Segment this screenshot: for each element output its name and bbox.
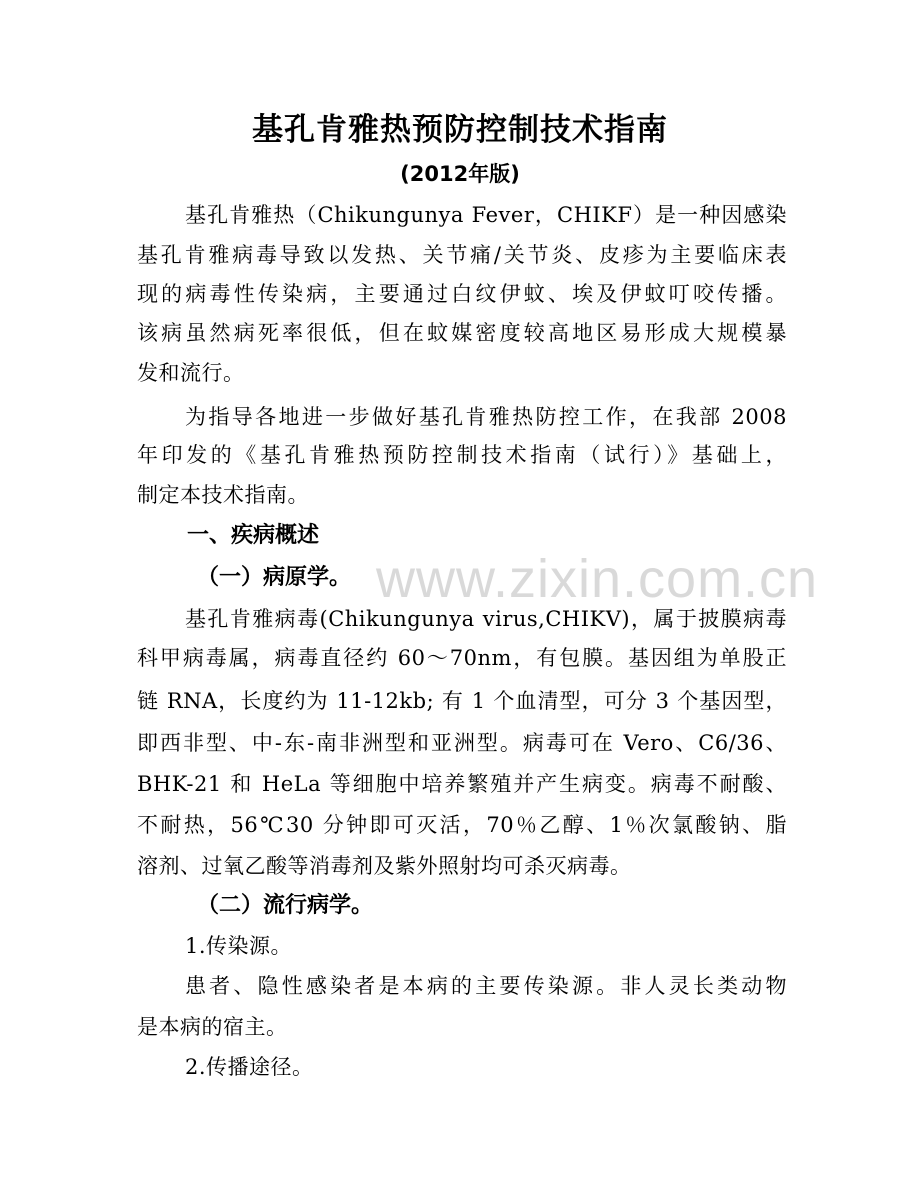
infection-source-line: 是本病的宿主。: [137, 1015, 288, 1039]
document-subtitle: (2012年版): [400, 162, 520, 186]
subsection-heading: （一）病原学。: [197, 565, 352, 590]
intro-line: 基孔肯雅热（Chikungunya Fever，CHIKF）是一种因感染: [185, 203, 787, 227]
etiology-line: 基孔肯雅病毒(Chikungunya virus,CHIKV)，属于披膜病毒: [185, 607, 787, 631]
intro-line: 该病虽然病死率很低，但在蚊媒密度较高地区易形成大规模暴: [137, 321, 787, 345]
etiology-line: 不耐热，56℃30 分钟即可灭活，70％乙醇、1％次氯酸钠、脂: [137, 813, 787, 837]
intro-line: 发和流行。: [137, 361, 245, 385]
document-title: 基孔肯雅热预防控制技术指南: [252, 112, 668, 148]
purpose-line: 为指导各地进一步做好基孔肯雅热防控工作，在我部 2008: [185, 405, 787, 429]
intro-line: 基孔肯雅病毒导致以发热、关节痛/关节炎、皮疹为主要临床表: [137, 243, 787, 267]
watermark: www.zixin.com.cn: [376, 549, 819, 609]
section-heading: 一、疾病概述: [187, 523, 320, 548]
item-label: 2.传播途径。: [185, 1055, 314, 1079]
subsection-heading: （二）流行病学。: [197, 893, 374, 918]
infection-source-line: 患者、隐性感染者是本病的主要传染源。非人灵长类动物: [185, 974, 787, 998]
intro-line: 现的病毒性传染病，主要通过白纹伊蚊、埃及伊蚊叮咬传播。: [137, 282, 787, 306]
etiology-line: 即西非型、中-东-南非洲型和亚洲型。病毒可在 Vero、C6/36、: [137, 731, 787, 755]
etiology-line: 溶剂、过氧乙酸等消毒剂及紫外照射均可杀灭病毒。: [137, 854, 632, 878]
etiology-line: BHK-21 和 HeLa 等细胞中培养繁殖并产生病变。病毒不耐酸、: [137, 772, 787, 796]
etiology-line: 链 RNA，长度约为 11-12kb; 有 1 个血清型，可分 3 个基因型，: [137, 689, 787, 713]
item-label: 1.传染源。: [185, 934, 293, 958]
purpose-line: 制定本技术指南。: [137, 483, 309, 507]
etiology-line: 科甲病毒属，病毒直径约 60～70nm，有包膜。基因组为单股正: [137, 646, 787, 670]
purpose-line: 年印发的《基孔肯雅热预防控制技术指南（试行）》基础上，: [137, 443, 787, 467]
